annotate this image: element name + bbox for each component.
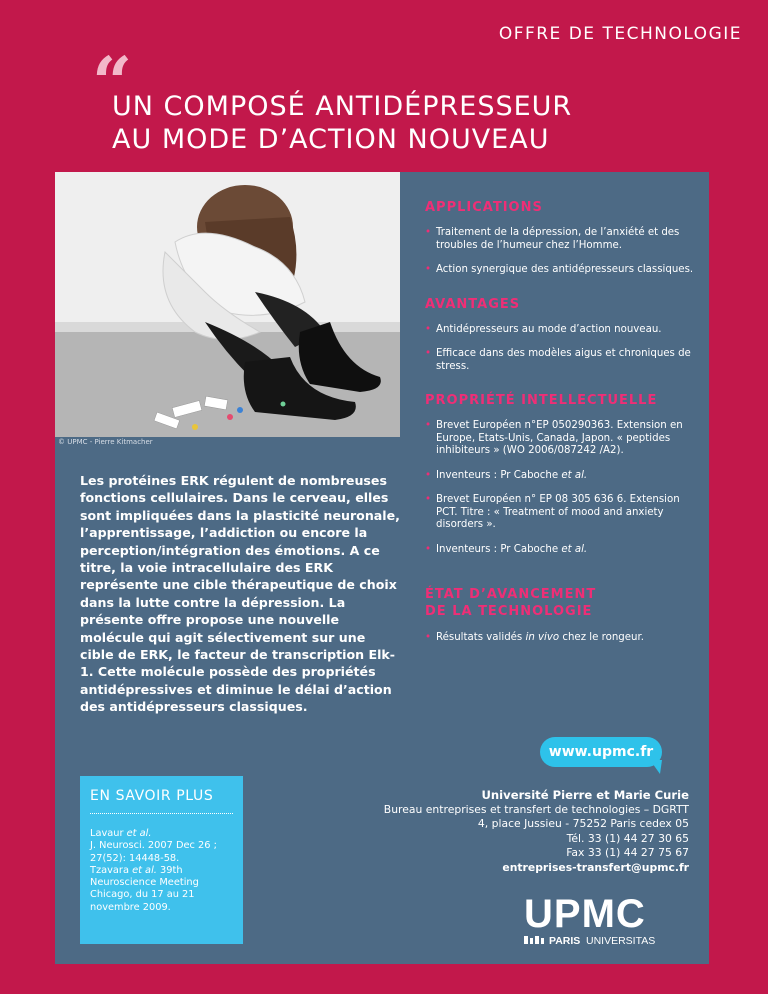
ref2-et-al: et al. — [132, 864, 157, 876]
logo-wordmark: UPMC — [524, 893, 646, 936]
phone: Tél. 33 (1) 44 27 30 65 — [566, 831, 689, 845]
illustration-photo — [55, 172, 400, 437]
propriete-item — [425, 470, 695, 483]
etat-heading — [425, 586, 695, 620]
address: 4, place Jussieu - 75252 Paris cedex 05 — [477, 817, 689, 830]
page-title — [112, 90, 712, 156]
contact-email-link[interactable]: entreprises-transfert@upmc.fr — [502, 860, 689, 874]
inventor-text: Inventeurs : Pr Caboche — [436, 469, 562, 481]
ref1-et-al: et al. — [126, 828, 152, 839]
et-al-text: et al. — [561, 469, 588, 481]
ref1-citation: J. Neurosci. 2007 Dec 26 ; 27(52): 14448-58. — [90, 840, 217, 864]
propriete-heading: PROPRIÉTÉ INTELLECTUELLE — [425, 393, 658, 408]
photo-credit: © UPMC - Pierre Kitmacher — [58, 438, 153, 446]
learn-more-references — [90, 828, 233, 914]
speech-bubble-tail — [650, 760, 662, 774]
etat-text: Résultats validés — [436, 632, 526, 643]
applications-heading: APPLICATIONS — [425, 200, 543, 215]
in-vivo-text: in vivo — [525, 632, 560, 643]
title-line-2: AU MODE D’ACTION NOUVEAU — [112, 124, 550, 155]
details-column — [425, 200, 695, 657]
et-al-text: et al. — [561, 543, 588, 555]
applications-section — [425, 200, 695, 277]
quote-mark-icon: “ — [92, 41, 133, 124]
inventor-text: Inventeurs : Pr Caboche — [436, 543, 562, 555]
avantages-item: • Antidépresseurs au mode d’action nouveau. — [425, 324, 695, 337]
logo-universitas-text: UNIVERSITAS — [586, 935, 656, 947]
propriete-section — [425, 393, 695, 556]
etat-heading-line-1: ÉTAT D’AVANCEMENT — [425, 587, 597, 602]
propriete-item: • Brevet Européen n° EP 08 305 636 6. Extension PCT. Titre : « Treatment of mood and anxiety disorders ». — [425, 494, 695, 532]
document-category-label: OFFRE DE TECHNOLOGIE — [498, 24, 742, 44]
etat-section — [425, 586, 695, 645]
depressed-person-illustration — [55, 172, 400, 437]
applications-item: • Action synergique des antidépresseurs classiques. — [425, 264, 695, 277]
logo-paris-text: PARIS — [549, 935, 581, 947]
fax: Fax 33 (1) 44 27 75 67 — [566, 846, 689, 859]
ref2-citation: 39th Neuroscience Meeting Chicago, du 17 au 21 novembre 2009. — [90, 864, 199, 913]
upmc-logo-graphic — [524, 893, 689, 947]
applications-item: • Traitement de la dépression, de l’anxiété et des troubles de l’humeur chez l’Homme. — [425, 227, 695, 252]
propriete-item: • Brevet Européen n°EP 050290363. Extension en Europe, Etats-Unis, Canada, Japon. « peptides inhibiteurs » (WO 2006/087242 /A2). — [425, 420, 695, 458]
etat-item — [425, 632, 695, 645]
intro-paragraph: Les protéines ERK régulent de nombreuses fonctions cellulaires. Dans le cerveau, elles sont impliquées dans la plasticité neuronale, l’apprentissage, l’addiction ou encore la perception/intégration des émotions. A ce titre, la voie intracellulaire des ERK représente une cible thérapeutique de choix dans la lutte contre la dépression. La présente offre propose une nouvelle molécule qui agit sélectivement sur une cible de ERK, le facteur de transcription Elk-1. Cette molécule possède des propriétés antidépressives et diminue le délai d’action des antidépresseurs classiques. — [80, 473, 400, 715]
bureau-name: Bureau entreprises et transfert de technologies – DGRTT — [383, 802, 689, 816]
etat-heading-line-2: DE LA TECHNOLOGIE — [425, 604, 593, 619]
avantages-item: • Efficace dans des modèles aigus et chroniques de stress. — [425, 348, 695, 373]
ref2-author: Tzavara — [90, 864, 133, 876]
ref1-author: Lavaur — [90, 828, 127, 839]
title-line-1: UN COMPOSÉ ANTIDÉPRESSEUR — [112, 91, 573, 122]
website-link[interactable]: www.upmc.fr — [540, 737, 662, 767]
learn-more-box — [80, 776, 243, 944]
learn-more-title: EN SAVOIR PLUS — [90, 788, 233, 814]
avantages-section — [425, 297, 695, 374]
etat-text-suffix: chez le rongeur. — [559, 632, 644, 643]
propriete-item — [425, 544, 695, 557]
university-name: Université Pierre et Marie Curie — [481, 788, 689, 802]
contact-block — [384, 788, 689, 875]
upmc-logo — [524, 893, 689, 947]
avantages-heading: AVANTAGES — [425, 296, 521, 312]
